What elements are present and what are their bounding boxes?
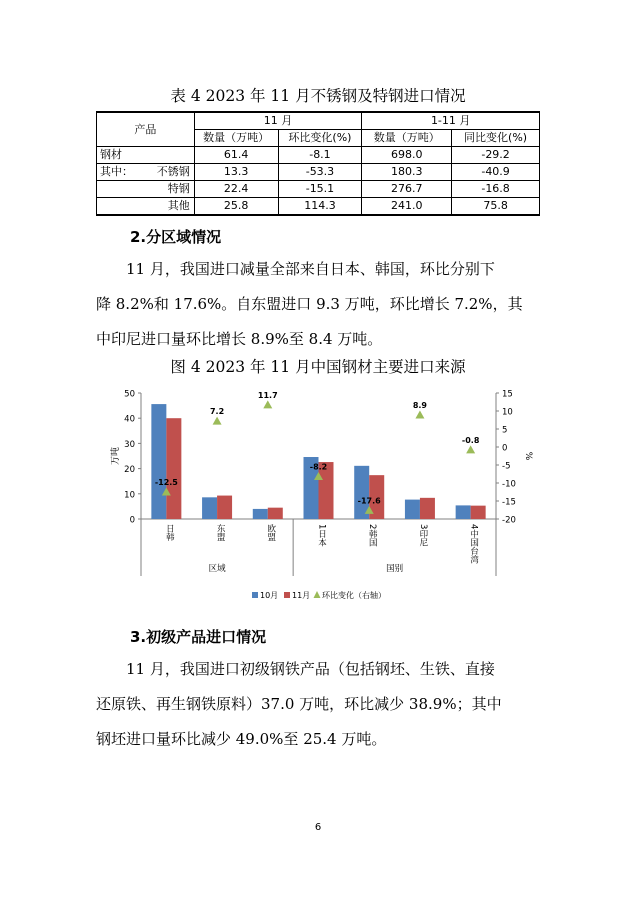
- section-heading: 2.分区域情况: [130, 228, 222, 246]
- paragraph-line: 降 8.2%和 17.6%。自东盟进口 9.3 万吨，环比增长 7.2%，其: [96, 295, 523, 313]
- table-cell: 22.4: [194, 181, 278, 198]
- header-yoy-change: 同比变化(%): [452, 130, 540, 147]
- legend-swatch: [284, 592, 290, 598]
- data-label: 7.2: [209, 407, 225, 417]
- left-tick-label: 0: [129, 515, 135, 526]
- left-tick-label: 40: [124, 414, 135, 425]
- table-cell: 276.7: [362, 181, 452, 198]
- header-product: 产品: [97, 112, 195, 147]
- right-tick-label: 5: [502, 425, 508, 436]
- data-label: -8.2: [309, 462, 328, 472]
- category-label: 欧盟: [265, 524, 276, 541]
- paragraph-line: 11 月，我国进口减量全部来自日本、韩国，环比分别下: [126, 260, 495, 278]
- row-prefix: 其中：: [100, 165, 133, 178]
- bar-november: [420, 498, 435, 519]
- right-axis-title: %: [523, 451, 533, 461]
- right-tick-label: 0: [502, 443, 508, 454]
- mom-change-marker: [415, 410, 424, 418]
- data-label: 8.9: [412, 400, 428, 410]
- mom-change-marker: [466, 445, 475, 453]
- table-cell: 241.0: [362, 198, 452, 216]
- left-tick-label: 20: [124, 465, 135, 476]
- bar-october: [253, 509, 268, 519]
- right-tick-label: 10: [502, 407, 513, 418]
- bar-october: [405, 500, 420, 519]
- mom-change-marker: [213, 417, 222, 425]
- category-label: 1日本: [316, 524, 327, 547]
- category-label: 4中国台湾: [468, 524, 479, 564]
- header-quantity: 数量（万吨）: [362, 130, 452, 147]
- steel-import-table: [96, 111, 540, 216]
- bar-october: [202, 497, 217, 519]
- table-cell: -16.8: [452, 181, 540, 198]
- bar-november: [268, 508, 283, 519]
- table-cell: 25.8: [194, 198, 278, 216]
- header-mom-change: 环比变化(%): [278, 130, 362, 147]
- bar-october: [151, 404, 166, 519]
- table-cell: -40.9: [452, 164, 540, 181]
- bar-november: [471, 506, 486, 519]
- table-cell: -53.3: [278, 164, 362, 181]
- data-label: -17.6: [357, 496, 381, 506]
- left-tick-label: 30: [124, 439, 135, 450]
- header-jan-nov: 1-11 月: [362, 112, 540, 130]
- bar-november: [217, 496, 232, 519]
- header-quantity: 数量（万吨）: [194, 130, 278, 147]
- table-row: [97, 181, 540, 198]
- category-label: 日韩: [164, 524, 175, 541]
- table-cell: 61.4: [194, 147, 278, 164]
- section-paragraph: [96, 652, 542, 757]
- import-sources-chart: [96, 380, 542, 610]
- legend-swatch: [252, 592, 258, 598]
- table-cell: 13.3: [194, 164, 278, 181]
- paragraph-line: 11 月，我国进口初级钢铁产品（包括钢坯、生铁、直接: [126, 660, 495, 678]
- table-cell: 180.3: [362, 164, 452, 181]
- legend-label: 环比变化（右轴）: [322, 591, 386, 600]
- table-cell: -8.1: [278, 147, 362, 164]
- row-name: 不锈钢: [156, 165, 190, 178]
- data-label: -12.5: [154, 478, 178, 487]
- page-number: 6: [314, 822, 322, 833]
- table-row: [97, 147, 540, 164]
- table-cell: 114.3: [278, 198, 362, 216]
- right-tick-label: -5: [502, 461, 511, 472]
- right-tick-label: -10: [502, 479, 516, 490]
- row-label: 特钢: [97, 181, 195, 198]
- right-tick-label: 15: [502, 389, 513, 400]
- table-cell: -29.2: [452, 147, 540, 164]
- data-label: 11.7: [257, 390, 278, 400]
- legend-label: 10月: [260, 591, 279, 600]
- paragraph-line: 中印尼进口量环比增长 8.9%至 8.4 万吨。: [96, 330, 383, 348]
- category-label: 2韩国: [367, 524, 378, 547]
- left-tick-label: 50: [124, 389, 135, 400]
- row-label: 钢材: [97, 147, 195, 164]
- row-label: [97, 164, 195, 181]
- table-cell: 75.8: [452, 198, 540, 216]
- group-label: 区域: [208, 564, 226, 574]
- section-paragraph: [96, 252, 542, 357]
- table-cell: -15.1: [278, 181, 362, 198]
- bar-october: [456, 505, 471, 519]
- table-row: [97, 164, 540, 181]
- mom-change-marker: [263, 400, 272, 408]
- right-tick-label: -15: [502, 497, 516, 508]
- header-november: 11 月: [194, 112, 362, 130]
- section-heading: 3.初级产品进口情况: [130, 628, 267, 646]
- table-cell: 698.0: [362, 147, 452, 164]
- category-label: 东盟: [215, 524, 226, 541]
- legend-label: 11月: [292, 591, 311, 600]
- table-row: [97, 198, 540, 216]
- left-axis-title: 万吨: [111, 446, 121, 466]
- data-label: -0.8: [461, 435, 480, 445]
- right-tick-label: -20: [502, 515, 516, 526]
- group-label: 国别: [386, 564, 404, 574]
- table-title: 表 4 2023 年 11 月不锈钢及特钢进口情况: [170, 87, 466, 105]
- left-tick-label: 10: [124, 490, 135, 501]
- paragraph-line: 还原铁、再生钢铁原料）37.0 万吨，环比减少 38.9%；其中: [96, 695, 502, 713]
- figure-title: 图 4 2023 年 11 月中国钢材主要进口来源: [170, 358, 466, 376]
- bar-november: [166, 418, 181, 519]
- legend-marker: [314, 591, 321, 598]
- category-label: 3印尼: [417, 524, 428, 547]
- paragraph-line: 钢坯进口量环比减少 49.0%至 25.4 万吨。: [96, 730, 387, 748]
- row-label: 其他: [97, 198, 195, 216]
